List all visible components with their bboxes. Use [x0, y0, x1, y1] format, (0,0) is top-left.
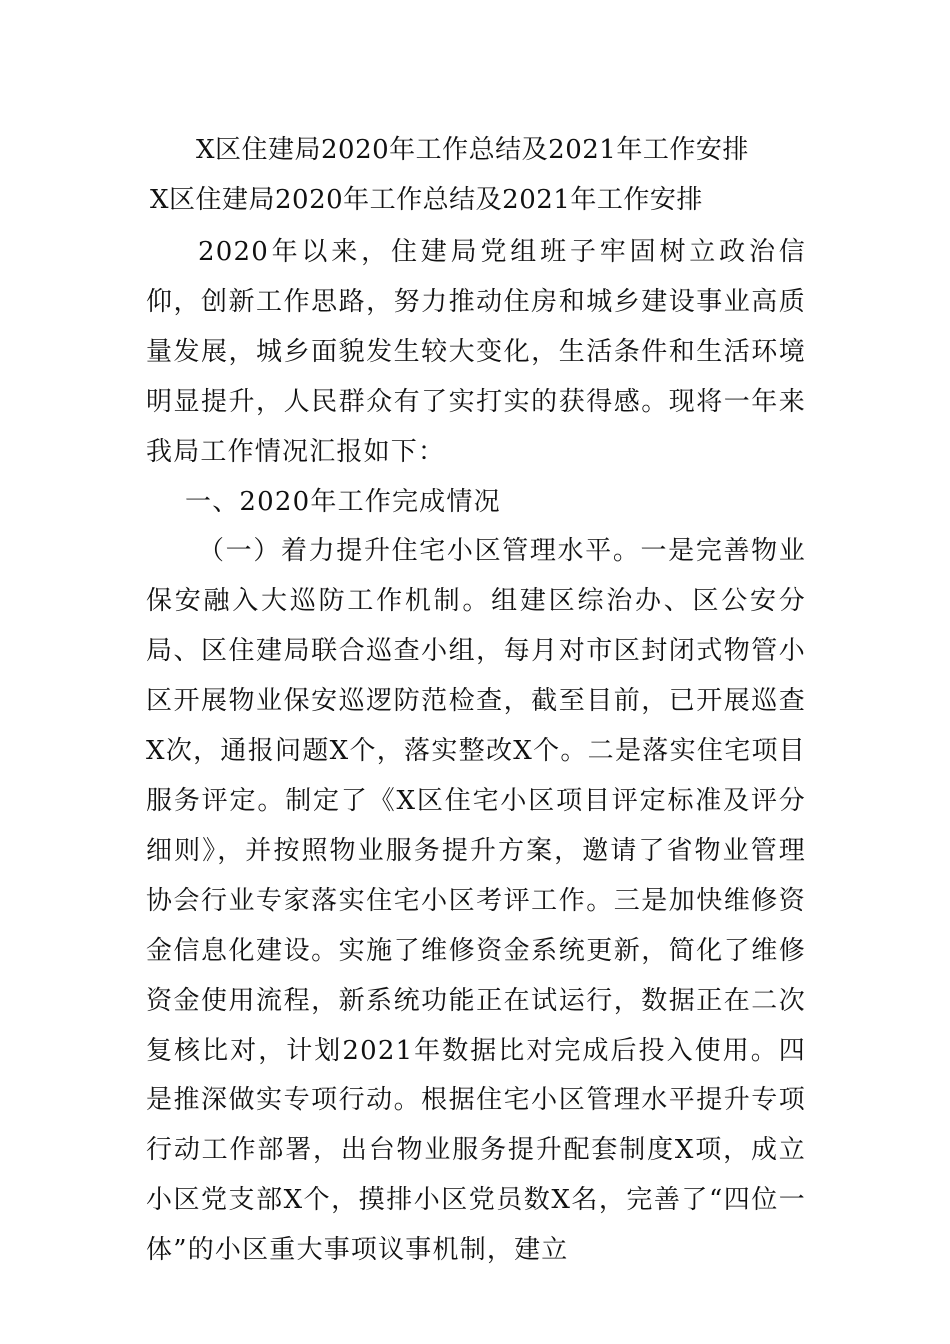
document-title-line-2: X区住建局2020年工作总结及2021年工作安排 — [150, 185, 703, 215]
document-title-line-1: X区住建局2020年工作总结及2021年工作安排 — [196, 135, 749, 165]
body-paragraph: （一）着力提升住宅小区管理水平。一是完善物业保安融入大巡防工作机制。组建区综治办、区公安分局、区住建局联合巡查小组，每月对市区封闭式物管小区开展物业保安巡逻防范检查，截至目前，已开展巡查X次，通报问题X个，落实整改X个。二是落实住宅项目服务评定。制定了《X区住宅小区项目评定标准及评分细则》，并按照物业服务提升方案，邀请了省物业管理协会行业专家落实住宅小区考评工作。三是加快维修资金信息化建设。实施了维修资金系统更新，简化了维修资金使用流程，新系统功能正在试运行，数据正在二次复核比对，计划2021年数据比对完成后投入使用。四是推深做实专项行动。根据住宅小区管理水平提升专项行动工作部署，出台物业服务提升配套制度X项，成立小区党支部X个，摸排小区党员数X名，完善了“四位一体”的小区重大事项议事机制，建立 — [146, 536, 806, 1266]
section-heading: 一、2020年工作完成情况 — [185, 486, 501, 517]
intro-paragraph: 2020年以来，住建局党组班子牢固树立政治信仰，创新工作思路，努力推动住房和城乡建设事业高质量发展，城乡面貌发生较大变化，生活条件和生活环境明显提升，人民群众有了实打实的获得感。现将一年来我局工作情况汇报如下： — [146, 237, 806, 467]
document-body — [146, 228, 806, 1276]
